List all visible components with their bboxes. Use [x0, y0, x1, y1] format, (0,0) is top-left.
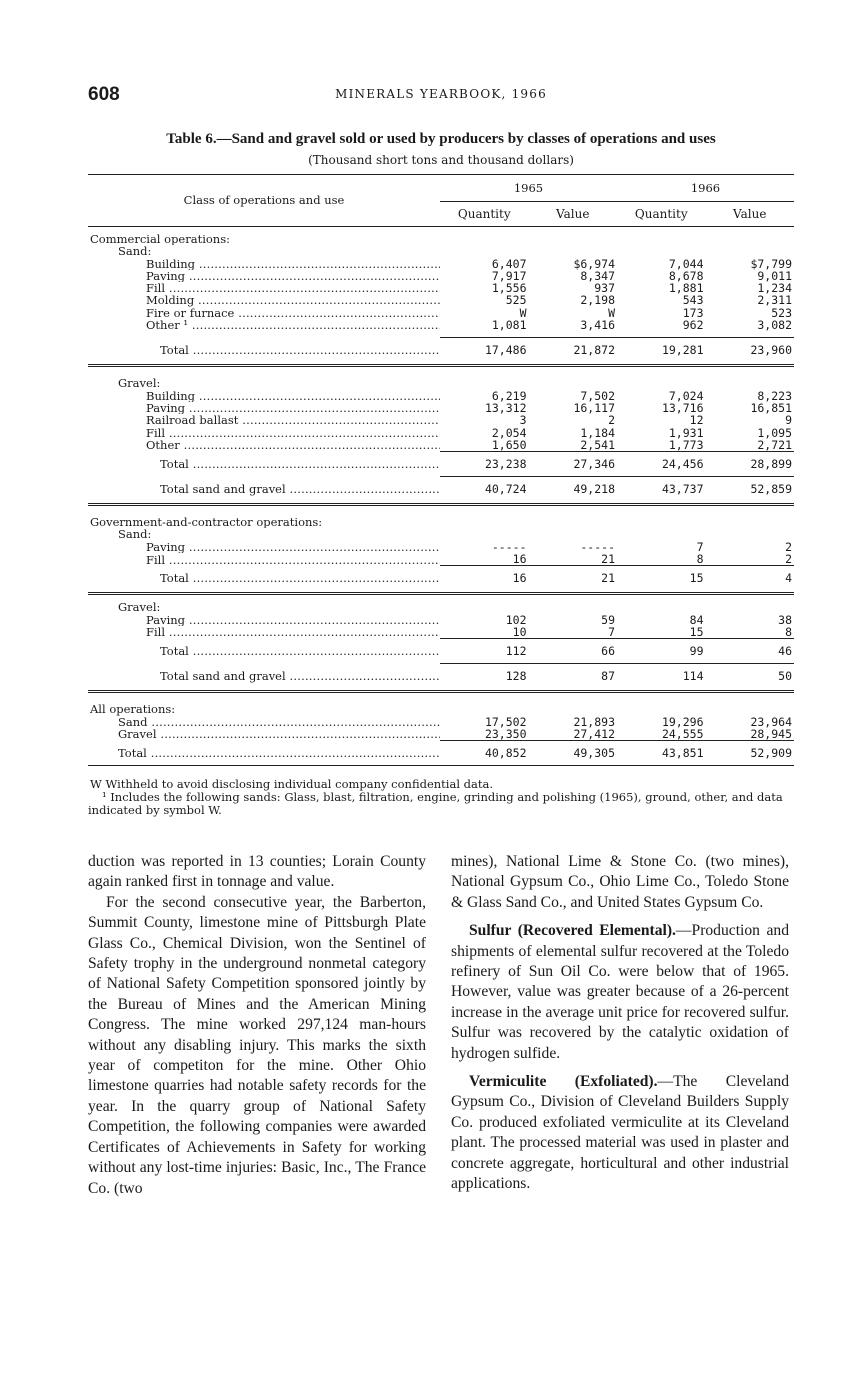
- table-row: [88, 553, 794, 566]
- value-header: Value: [529, 202, 618, 227]
- quantity-1965: -----: [491, 539, 527, 554]
- quantity-header: Quantity: [617, 202, 706, 227]
- run-in-heading: Sulfur (Recovered Elemental).: [469, 922, 676, 940]
- row-label: Molding .....: [88, 294, 440, 306]
- value-1965: 59: [601, 612, 615, 627]
- table-row: [88, 626, 794, 639]
- subsection-heading: Gravel:: [118, 377, 161, 390]
- row-label: Total sand and gravel .....: [88, 477, 440, 502]
- row-label: Paving .....: [88, 541, 440, 553]
- total-row: [88, 639, 794, 664]
- quantity-1965: 23,238: [440, 452, 529, 477]
- value-1966: 4: [706, 566, 795, 591]
- quantity-1965: 7,917: [491, 268, 527, 283]
- value-1965: 27,346: [529, 452, 618, 477]
- quantity-1965: 112: [440, 639, 529, 664]
- quantity-1966: 43,737: [617, 477, 706, 502]
- value-1965: $6,974: [573, 256, 615, 271]
- row-label: Total .....: [88, 452, 440, 477]
- quantity-1966: 173: [682, 305, 704, 320]
- row-label: Total sand and gravel .....: [88, 664, 440, 689]
- quantity-1966: 543: [682, 293, 704, 308]
- value-1965: 937: [594, 281, 615, 296]
- paragraph: mines), National Lime & Stone Co. (two mines), National Gypsum Co., Ohio Lime Co., Toledo Stone & Glass Sand Co., and United States Gypsum Co.: [451, 853, 789, 911]
- row-label: Fill .....: [88, 282, 440, 294]
- quantity-1966: 15: [689, 624, 704, 639]
- quantity-1965: 6,407: [491, 256, 527, 271]
- quantity-1966: 15: [617, 566, 706, 591]
- paragraph-text: —Production and shipments of elemental sulfur recovered at the Toledo refinery of Sun Oil Co. were below that of 1965. However, value was greater because of a 26-percent increase in the average unit price for recovered sulfur. Sulfur was recovered by the catalytic oxidation of hydrogen sulfide.: [451, 922, 789, 1062]
- row-label: Railroad ballast .....: [88, 414, 440, 426]
- value-1965: 21: [529, 566, 618, 591]
- quantity-1965: 1,650: [491, 437, 527, 452]
- quantity-1966: 43,851: [617, 741, 706, 766]
- row-label: Fill .....: [88, 427, 440, 439]
- footnote-withheld: W Withheld to avoid disclosing individual company confidential data.: [90, 777, 494, 791]
- quantity-1966: 24,456: [617, 452, 706, 477]
- value-1966: 9,011: [757, 268, 792, 283]
- quantity-1965: W: [519, 305, 527, 320]
- quantity-1966: 13,716: [661, 400, 704, 415]
- total-row: [88, 566, 794, 591]
- value-1966: 2,721: [757, 437, 792, 452]
- total-row: [88, 338, 794, 363]
- subsection-heading: Gravel:: [118, 601, 161, 614]
- quantity-1966: 12: [689, 413, 704, 428]
- run-in-heading: Vermiculite (Exfoliated).: [469, 1073, 658, 1091]
- quantity-1965: 128: [440, 664, 529, 689]
- row-label: Fire or furnace .....: [88, 307, 440, 319]
- value-1965: 8,347: [580, 268, 615, 283]
- row-label: Total .....: [88, 566, 440, 591]
- table-title: Table 6.—Sand and gravel sold or used by producers by classes of operations and uses: [166, 131, 716, 147]
- value-1965: 87: [529, 664, 618, 689]
- section-heading: All operations:: [90, 703, 176, 716]
- quantity-1966: 1,773: [668, 437, 704, 452]
- value-1965: 2,198: [580, 293, 615, 308]
- value-1966: 3,082: [757, 318, 792, 333]
- year-1966-header: 1966: [617, 175, 794, 202]
- value-1966: 52,859: [706, 477, 795, 502]
- quantity-1965: 1,081: [491, 318, 527, 333]
- row-label: Gravel .....: [88, 728, 440, 741]
- quantity-1965: 525: [505, 293, 527, 308]
- quantity-1966: 1,881: [668, 281, 704, 296]
- row-label: Sand .....: [88, 716, 440, 728]
- table-row: [88, 439, 794, 452]
- row-label: Building .....: [88, 390, 440, 402]
- value-1966: 28,945: [750, 726, 792, 741]
- row-label: Building .....: [88, 258, 440, 270]
- paragraph-text: —The Cleveland Gypsum Co., Division of Cleveland Builders Supply Co. produced exfoliated vermiculite at its Cleveland plant. The processed material was used in plaster and concrete aggregate, horticultural and other industrial applications.: [451, 1073, 789, 1193]
- row-label: Paving .....: [88, 270, 440, 282]
- value-1966: 46: [706, 639, 795, 664]
- quantity-1965: 40,724: [440, 477, 529, 502]
- table-row: [88, 427, 794, 439]
- row-label: Other ¹ .....: [88, 319, 440, 331]
- paragraph: For the second consecutive year, the Barberton, Summit County, limestone mine of Pittsburgh Plate Glass Co., Chemical Division, won the Sentinel of Safety trophy in the underground nonmetal category of National Safety Competition sponsored jointly by the Bureau of Mines and the American Mining Congress. The mine worked 297,124 man-hours without any disabling injury. This marks the sixth year of competiton for the mine. Other Ohio limestone quarries had notable safety records for the year. In the quarry group of National Safety Competition, the following companies were awarded Certificates of Achievements in Safety for working without any lost-time injuries: Basic, Inc., The France Co. (two: [88, 893, 426, 1197]
- quantity-1966: 7,044: [668, 256, 704, 271]
- quantity-1965: 23,350: [484, 726, 527, 741]
- value-1965: 49,218: [529, 477, 618, 502]
- quantity-1966: 84: [689, 612, 704, 627]
- value-1965: 7: [608, 624, 615, 639]
- subsection-heading: Sand:: [118, 245, 152, 258]
- value-1966: 1,095: [757, 425, 792, 440]
- value-1966: 23,960: [706, 338, 795, 363]
- row-label: Total .....: [88, 741, 440, 766]
- table-row: [88, 402, 794, 414]
- quantity-1966: 19,281: [617, 338, 706, 363]
- row-label: Paving .....: [88, 402, 440, 414]
- value-1965: 2,541: [580, 437, 615, 452]
- row-label: Other .....: [88, 439, 440, 452]
- quantity-1966: 24,555: [661, 726, 704, 741]
- quantity-1965: 3: [519, 413, 527, 428]
- year-1965-header: 1965: [440, 175, 617, 202]
- quantity-header: Quantity: [440, 202, 529, 227]
- row-label: Total .....: [88, 639, 440, 664]
- quantity-1966: 962: [682, 318, 704, 333]
- value-1965: 21,893: [573, 714, 615, 729]
- value-1966: 2: [785, 552, 792, 567]
- value-1966: 16,851: [750, 400, 792, 415]
- value-1966: 23,964: [750, 714, 792, 729]
- quantity-1965: 17,502: [484, 714, 527, 729]
- row-label: Total .....: [88, 338, 440, 363]
- table-row: [88, 541, 794, 553]
- value-1965: -----: [580, 539, 615, 554]
- value-1965: 1,184: [580, 425, 615, 440]
- value-1966: 50: [706, 664, 795, 689]
- row-label: Fill .....: [88, 553, 440, 566]
- table-row: [88, 716, 794, 728]
- value-1965: 7,502: [580, 388, 615, 403]
- page-number: 608: [88, 84, 120, 105]
- footnote-1: ¹ Includes the following sands: Glass, blast, filtration, engine, grinding and polishing (1965), ground, other, and data indicated by symbol W.: [88, 790, 783, 817]
- paragraph: duction was reported in 13 counties; Lorain County again ranked first in tonnage and value.: [88, 853, 426, 891]
- quantity-1965: 16: [512, 552, 527, 567]
- value-1965: 21: [601, 552, 615, 567]
- sulfur-paragraph: [451, 921, 789, 1064]
- value-1966: 8: [785, 624, 792, 639]
- value-1966: 523: [771, 305, 792, 320]
- quantity-1965: 102: [505, 612, 527, 627]
- quantity-1966: 7: [696, 539, 704, 554]
- total-row: [88, 664, 794, 689]
- total-row: [88, 477, 794, 502]
- value-1966: 9: [785, 413, 792, 428]
- table-subtitle: (Thousand short tons and thousand dollars): [308, 153, 574, 167]
- value-1966: 8,223: [757, 388, 792, 403]
- body-column-right: [451, 852, 789, 1195]
- value-1965: 66: [529, 639, 618, 664]
- row-label: Fill .....: [88, 626, 440, 639]
- quantity-1966: 114: [617, 664, 706, 689]
- total-row: [88, 452, 794, 477]
- value-1966: 38: [778, 612, 792, 627]
- value-header: Value: [706, 202, 795, 227]
- value-1965: 27,412: [573, 726, 615, 741]
- value-1965: W: [608, 305, 615, 320]
- quantity-1965: 40,852: [440, 741, 529, 766]
- value-1966: 52,909: [706, 741, 795, 766]
- subsection-heading: Sand:: [118, 528, 152, 541]
- quantity-1965: 17,486: [440, 338, 529, 363]
- quantity-1966: 1,931: [668, 425, 704, 440]
- value-1966: 2,311: [757, 293, 792, 308]
- quantity-1966: 19,296: [661, 714, 704, 729]
- quantity-1965: 1,556: [491, 281, 527, 296]
- vermiculite-paragraph: [451, 1072, 789, 1194]
- quantity-1965: 6,219: [491, 388, 527, 403]
- quantity-1966: 99: [617, 639, 706, 664]
- body-column-left: [88, 852, 426, 1199]
- section-heading: Commercial operations:: [90, 233, 230, 246]
- quantity-1966: 8: [696, 552, 704, 567]
- sand-gravel-table: [88, 174, 794, 766]
- value-1965: 2: [608, 413, 615, 428]
- table-row: [88, 319, 794, 331]
- section-heading: Government-and-contractor operations:: [90, 516, 323, 529]
- total-row: [88, 741, 794, 766]
- page-header: [88, 84, 794, 108]
- quantity-1965: 10: [512, 624, 527, 639]
- quantity-1965: 13,312: [484, 400, 527, 415]
- quantity-1966: 8,678: [668, 268, 704, 283]
- value-1966: 28,899: [706, 452, 795, 477]
- value-1965: 21,872: [529, 338, 618, 363]
- table-row: [88, 294, 794, 306]
- table-row: [88, 728, 794, 741]
- running-title: MINERALS YEARBOOK, 1966: [335, 87, 547, 101]
- value-1966: 1,234: [757, 281, 792, 296]
- value-1965: 3,416: [580, 318, 615, 333]
- table-row: [88, 414, 794, 426]
- quantity-1966: 7,024: [668, 388, 704, 403]
- value-1966: 2: [785, 539, 792, 554]
- class-column-header: Class of operations and use: [88, 175, 440, 227]
- value-1965: 16,117: [573, 400, 615, 415]
- quantity-1965: 2,054: [491, 425, 527, 440]
- quantity-1965: 16: [440, 566, 529, 591]
- row-label: Paving .....: [88, 614, 440, 626]
- table-row: [88, 614, 794, 626]
- value-1965: 49,305: [529, 741, 618, 766]
- value-1966: $7,799: [750, 256, 792, 271]
